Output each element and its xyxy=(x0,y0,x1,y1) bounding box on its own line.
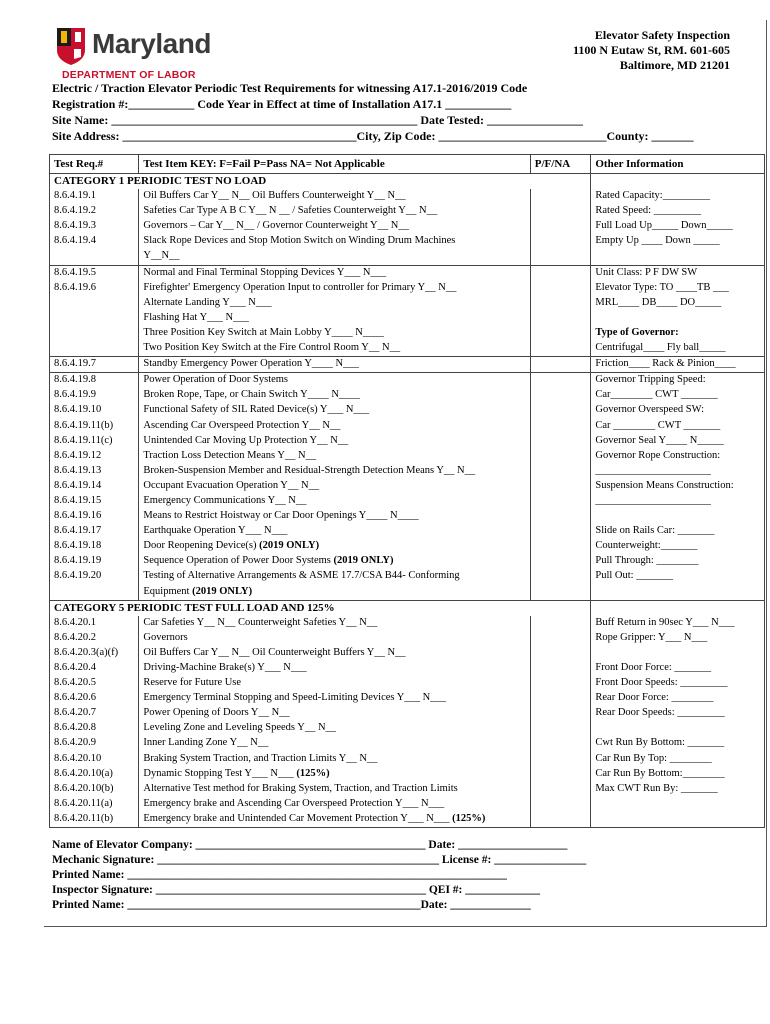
other-information[interactable]: MRL____ DB____ DO_____ xyxy=(591,296,765,311)
test-item[interactable]: Means to Restrict Hoistway or Car Door Openings Y____ N____ xyxy=(139,509,530,524)
table-row xyxy=(50,691,765,706)
other-information[interactable]: Counterweight:_______ xyxy=(591,539,765,554)
test-req-number xyxy=(50,311,139,326)
test-req-number: 8.6.4.19.13 xyxy=(50,464,139,479)
other-information[interactable]: Rated Speed: _________ xyxy=(591,204,765,219)
other-information[interactable]: Pull Out: _______ xyxy=(591,569,765,584)
test-req-number: 8.6.4.20.5 xyxy=(50,676,139,691)
pfna-cell[interactable] xyxy=(530,812,591,828)
other-information[interactable]: Centrifugal____ Fly ball_____ xyxy=(591,341,765,357)
test-req-number: 8.6.4.19.8 xyxy=(50,373,139,389)
table-row xyxy=(50,721,765,736)
other-information[interactable]: Front Door Force: _______ xyxy=(591,661,765,676)
test-item[interactable]: Safeties Car Type A B C Y__ N __ / Safeties Counterweight Y__ N__ xyxy=(139,204,530,219)
pfna-cell[interactable] xyxy=(530,249,591,265)
pfna-cell[interactable] xyxy=(530,494,591,509)
test-item[interactable]: Emergency brake and Unintended Car Movement Protection Y___ N___ (125%) xyxy=(139,812,530,828)
emphasis-text: (2019 ONLY) xyxy=(333,555,394,567)
category-5-row xyxy=(50,600,765,616)
test-item[interactable]: Earthquake Operation Y___ N___ xyxy=(139,524,530,539)
test-req-number: 8.6.4.20.1 xyxy=(50,616,139,631)
test-item[interactable]: Three Position Key Switch at Main Lobby Y____ N____ xyxy=(139,326,530,341)
test-req-number xyxy=(50,341,139,357)
other-information xyxy=(591,797,765,812)
test-item[interactable]: Traction Loss Detection Means Y__ N__ xyxy=(139,449,530,464)
form-page xyxy=(44,20,767,927)
pfna-cell[interactable] xyxy=(530,706,591,721)
other-information xyxy=(591,721,765,736)
pfna-cell[interactable] xyxy=(530,296,591,311)
col-header-item: Test Item KEY: F=Fail P=Pass NA= Not Applicable xyxy=(139,155,530,174)
test-item[interactable]: Broken-Suspension Member and Residual-Strength Detection Means Y__ N__ xyxy=(139,464,530,479)
pfna-cell[interactable] xyxy=(530,403,591,418)
table-row xyxy=(50,616,765,631)
table-row xyxy=(50,797,765,812)
other-information xyxy=(591,311,765,326)
col-header-req: Test Req.# xyxy=(50,155,139,174)
table-row xyxy=(50,373,765,389)
pfna-cell[interactable] xyxy=(530,479,591,494)
test-req-number: 8.6.4.20.10 xyxy=(50,752,139,767)
other-information[interactable]: Rear Door Force: ________ xyxy=(591,691,765,706)
pfna-cell[interactable] xyxy=(530,616,591,631)
other-information[interactable]: Empty Up ____ Down _____ xyxy=(591,234,765,249)
form-title: Electric / Traction Elevator Periodic Test Requirements for witnessing A17.1-2016/2019 Code xyxy=(52,81,528,95)
other-information xyxy=(591,646,765,661)
pfna-cell[interactable] xyxy=(530,234,591,249)
table-row xyxy=(50,265,765,281)
test-item[interactable]: Dynamic Stopping Test Y___ N___ (125%) xyxy=(139,767,530,782)
category-heading: CATEGORY 1 PERIODIC TEST NO LOAD xyxy=(50,174,531,190)
emphasis-text: (2019 ONLY) xyxy=(192,585,253,597)
test-req-number: 8.6.4.19.12 xyxy=(50,449,139,464)
category-1-row xyxy=(50,174,765,190)
test-req-number: 8.6.4.20.10(a) xyxy=(50,767,139,782)
table-row xyxy=(50,524,765,539)
test-item[interactable]: Inner Landing Zone Y__ N__ xyxy=(139,736,530,751)
table-row xyxy=(50,554,765,569)
pfna-cell[interactable] xyxy=(530,174,591,190)
test-item[interactable]: Car Safeties Y__ N__ Counterweight Safeties Y__ N__ xyxy=(139,616,530,631)
pfna-cell[interactable] xyxy=(530,311,591,326)
test-item[interactable]: Alternate Landing Y___ N___ xyxy=(139,296,530,311)
test-req-number: 8.6.4.19.19 xyxy=(50,554,139,569)
other-information[interactable]: Governor Overspeed SW: xyxy=(591,403,765,418)
other-information[interactable]: ______________________ xyxy=(591,494,765,509)
test-item[interactable]: Normal and Final Terminal Stopping Devices Y___ N___ xyxy=(139,265,530,281)
emphasis-text: (2019 ONLY) xyxy=(259,540,320,552)
test-requirements-table xyxy=(49,154,765,828)
other-information[interactable]: Full Load Up_____ Down_____ xyxy=(591,219,765,234)
test-item[interactable]: Two Position Key Switch at the Fire Control Room Y__ N__ xyxy=(139,341,530,357)
test-item[interactable]: Governors xyxy=(139,631,530,646)
test-req-number: 8.6.4.20.11(a) xyxy=(50,797,139,812)
pfna-cell[interactable] xyxy=(530,509,591,524)
table-row xyxy=(50,464,765,479)
pfna-cell[interactable] xyxy=(530,569,591,584)
other-information[interactable]: Buff Return in 90sec Y___ N___ xyxy=(591,616,765,631)
other-information[interactable]: Car Run By Top: ________ xyxy=(591,752,765,767)
other-information[interactable]: Friction____ Rack & Pinion____ xyxy=(591,357,765,373)
pfna-cell[interactable] xyxy=(530,600,591,616)
table-row xyxy=(50,569,765,584)
logo-department: DEPARTMENT OF LABOR xyxy=(62,69,196,81)
pfna-cell[interactable] xyxy=(530,767,591,782)
pfna-cell[interactable] xyxy=(530,341,591,357)
pfna-cell[interactable] xyxy=(530,449,591,464)
site-name-field[interactable]: Site Name: ___________________________________________________ Date Tested: ________________ xyxy=(52,113,583,127)
test-item[interactable]: Governors – Car Y__ N__ / Governor Counterweight Y__ N__ xyxy=(139,219,530,234)
pfna-cell[interactable] xyxy=(530,539,591,554)
pfna-cell[interactable] xyxy=(530,281,591,296)
test-item[interactable]: Braking System Traction, and Traction Limits Y__ N__ xyxy=(139,752,530,767)
other-information xyxy=(591,249,765,265)
other-information[interactable]: ______________________ xyxy=(591,464,765,479)
test-item[interactable]: Occupant Evacuation Operation Y__ N__ xyxy=(139,479,530,494)
test-item[interactable]: Equipment (2019 ONLY) xyxy=(139,585,530,601)
pfna-cell[interactable] xyxy=(530,554,591,569)
table-row xyxy=(50,812,765,828)
pfna-cell[interactable] xyxy=(530,219,591,234)
test-req-number: 8.6.4.20.2 xyxy=(50,631,139,646)
table-row xyxy=(50,204,765,219)
table-row xyxy=(50,631,765,646)
emphasis-text: (125%) xyxy=(296,767,330,779)
table-row xyxy=(50,249,765,265)
test-req-number xyxy=(50,249,139,265)
pfna-cell[interactable] xyxy=(530,434,591,449)
maryland-flag-icon xyxy=(54,26,88,66)
table-row xyxy=(50,509,765,524)
table-row xyxy=(50,326,765,341)
pfna-cell[interactable] xyxy=(530,388,591,403)
other-information[interactable]: Car Run By Bottom:________ xyxy=(591,767,765,782)
other-information[interactable]: Pull Through: ________ xyxy=(591,554,765,569)
test-req-number: 8.6.4.20.3(a)(f) xyxy=(50,646,139,661)
test-req-number: 8.6.4.19.7 xyxy=(50,357,139,373)
table-row xyxy=(50,341,765,357)
test-item[interactable]: Door Reopening Device(s) (2019 ONLY) xyxy=(139,539,530,554)
col-header-pfna: P/F/NA xyxy=(530,155,591,174)
test-req-number xyxy=(50,326,139,341)
col-header-other: Other Information xyxy=(591,155,765,174)
table-row xyxy=(50,296,765,311)
office-address xyxy=(573,28,730,73)
other-information[interactable]: Rated Capacity:_________ xyxy=(591,189,765,204)
address-line-2: 1100 N Eutaw St, RM. 601-605 xyxy=(572,43,730,57)
pfna-cell[interactable] xyxy=(530,782,591,797)
test-item[interactable]: Emergency brake and Ascending Car Overspeed Protection Y___ N___ xyxy=(139,797,530,812)
test-item[interactable]: Functional Safety of SIL Rated Device(s) Y___ N___ xyxy=(139,403,530,418)
other-information xyxy=(591,812,765,828)
pfna-cell[interactable] xyxy=(530,265,591,281)
test-req-number: 8.6.4.19.11(c) xyxy=(50,434,139,449)
test-req-number: 8.6.4.19.3 xyxy=(50,219,139,234)
other-cell xyxy=(591,600,765,616)
test-item[interactable]: Driving-Machine Brake(s) Y___ N___ xyxy=(139,661,530,676)
category-heading: CATEGORY 5 PERIODIC TEST FULL LOAD AND 125% xyxy=(50,600,531,616)
pfna-cell[interactable] xyxy=(530,326,591,341)
test-item[interactable]: Oil Buffers Car Y__ N__ Oil Buffers Counterweight Y__ N__ xyxy=(139,189,530,204)
test-item[interactable]: Reserve for Future Use xyxy=(139,676,530,691)
test-req-number: 8.6.4.20.6 xyxy=(50,691,139,706)
other-information[interactable]: Unit Class: P F DW SW xyxy=(591,265,765,281)
logo-wordmark: Maryland xyxy=(92,28,211,59)
test-item[interactable]: Sequence Operation of Power Door Systems (2019 ONLY) xyxy=(139,554,530,569)
pfna-cell[interactable] xyxy=(530,373,591,389)
other-information[interactable]: Governor Tripping Speed: xyxy=(591,373,765,389)
test-req-number: 8.6.4.19.18 xyxy=(50,539,139,554)
other-information[interactable]: Elevator Type: TO ____TB ___ xyxy=(591,281,765,296)
test-req-number: 8.6.4.19.10 xyxy=(50,403,139,418)
pfna-cell[interactable] xyxy=(530,661,591,676)
test-req-number: 8.6.4.19.4 xyxy=(50,234,139,249)
other-information[interactable]: Car ________ CWT _______ xyxy=(591,419,765,434)
pfna-cell[interactable] xyxy=(530,419,591,434)
other-information[interactable]: Front Door Speeds: _________ xyxy=(591,676,765,691)
test-req-number: 8.6.4.20.7 xyxy=(50,706,139,721)
table-row xyxy=(50,585,765,601)
test-req-number: 8.6.4.19.5 xyxy=(50,265,139,281)
pfna-cell[interactable] xyxy=(530,736,591,751)
table-row xyxy=(50,311,765,326)
test-item[interactable]: Ascending Car Overspeed Protection Y__ N__ xyxy=(139,419,530,434)
test-item[interactable]: Emergency Communications Y__ N__ xyxy=(139,494,530,509)
table-row xyxy=(50,736,765,751)
other-information[interactable]: Type of Governor: xyxy=(591,326,765,341)
pfna-cell[interactable] xyxy=(530,524,591,539)
test-item[interactable]: Firefighter' Emergency Operation Input to controller for Primary Y__ N__ xyxy=(139,281,530,296)
pfna-cell[interactable] xyxy=(530,189,591,204)
table-row xyxy=(50,767,765,782)
other-information[interactable]: Rope Gripper: Y___ N___ xyxy=(591,631,765,646)
table-row xyxy=(50,357,765,373)
pfna-cell[interactable] xyxy=(530,752,591,767)
test-req-number: 8.6.4.20.4 xyxy=(50,661,139,676)
test-req-number: 8.6.4.19.6 xyxy=(50,281,139,296)
table-row xyxy=(50,281,765,296)
table-row xyxy=(50,661,765,676)
other-information[interactable]: Governor Rope Construction: xyxy=(591,449,765,464)
test-item[interactable]: Oil Buffers Car Y__ N__ Oil Counterweight Buffers Y__ N__ xyxy=(139,646,530,661)
pfna-cell[interactable] xyxy=(530,646,591,661)
pfna-cell[interactable] xyxy=(530,631,591,646)
test-item[interactable]: Leveling Zone and Leveling Speeds Y__ N__ xyxy=(139,721,530,736)
pfna-cell[interactable] xyxy=(530,797,591,812)
emphasis-text: (125%) xyxy=(452,812,486,824)
table-row xyxy=(50,189,765,204)
test-item[interactable]: Slack Rope Devices and Stop Motion Switch on Winding Drum Machines xyxy=(139,234,530,249)
other-information[interactable]: Slide on Rails Car: _______ xyxy=(591,524,765,539)
table-row xyxy=(50,539,765,554)
test-req-number: 8.6.4.19.1 xyxy=(50,189,139,204)
pfna-cell[interactable] xyxy=(530,464,591,479)
other-information[interactable]: Car________ CWT _______ xyxy=(591,388,765,403)
other-information[interactable]: Rear Door Speeds: _________ xyxy=(591,706,765,721)
table-row xyxy=(50,434,765,449)
test-req-number: 8.6.4.19.16 xyxy=(50,509,139,524)
test-req-number: 8.6.4.20.8 xyxy=(50,721,139,736)
pfna-cell[interactable] xyxy=(530,204,591,219)
test-req-number xyxy=(50,585,139,601)
other-information[interactable]: Suspension Means Construction: xyxy=(591,479,765,494)
test-item[interactable]: Standby Emergency Power Operation Y____ N___ xyxy=(139,357,530,373)
other-information[interactable]: Max CWT Run By: _______ xyxy=(591,782,765,797)
table-row xyxy=(50,479,765,494)
table-row xyxy=(50,234,765,249)
table-row xyxy=(50,388,765,403)
test-req-number: 8.6.4.19.14 xyxy=(50,479,139,494)
inspector-signature-field[interactable]: Inspector Signature: _______________________________________________ QEI #: _____________ xyxy=(52,884,541,896)
form-header xyxy=(52,80,752,144)
test-req-number: 8.6.4.19.17 xyxy=(50,524,139,539)
test-req-number: 8.6.4.19.9 xyxy=(50,388,139,403)
test-item[interactable]: Power Operation of Door Systems xyxy=(139,373,530,389)
other-cell xyxy=(591,174,765,190)
table-row xyxy=(50,403,765,418)
test-item[interactable]: Unintended Car Moving Up Protection Y__ N__ xyxy=(139,434,530,449)
test-req-number: 8.6.4.19.20 xyxy=(50,569,139,584)
pfna-cell[interactable] xyxy=(530,357,591,373)
table-row xyxy=(50,219,765,234)
pfna-cell[interactable] xyxy=(530,585,591,601)
other-information xyxy=(591,509,765,524)
other-information xyxy=(591,585,765,601)
table-row xyxy=(50,706,765,721)
table-row xyxy=(50,419,765,434)
test-req-number: 8.6.4.20.10(b) xyxy=(50,782,139,797)
table-row xyxy=(50,782,765,797)
test-item[interactable]: Broken Rope, Tape, or Chain Switch Y____ N____ xyxy=(139,388,530,403)
test-item[interactable]: Flashing Hat Y___ N___ xyxy=(139,311,530,326)
pfna-cell[interactable] xyxy=(530,691,591,706)
address-line-3: Baltimore, MD 21201 xyxy=(619,58,730,72)
signature-block xyxy=(52,838,586,913)
table-row xyxy=(50,494,765,509)
test-item[interactable]: Alternative Test method for Braking System, Traction, and Traction Limits xyxy=(139,782,530,797)
other-information[interactable]: Governor Seal Y____ N_____ xyxy=(591,434,765,449)
address-line-1: Elevator Safety Inspection xyxy=(594,28,730,42)
test-req-number: 8.6.4.19.2 xyxy=(50,204,139,219)
test-req-number: 8.6.4.20.11(b) xyxy=(50,812,139,828)
other-information[interactable]: Cwt Run By Bottom: _______ xyxy=(591,736,765,751)
table-body xyxy=(50,174,765,828)
company-field[interactable]: Name of Elevator Company: ________________________________________ Date: ___________________ xyxy=(52,839,568,851)
test-req-number: 8.6.4.20.9 xyxy=(50,736,139,751)
site-address-field[interactable]: Site Address: _______________________________________City, Zip Code: ____________________________County: _______ xyxy=(52,129,694,143)
pfna-cell[interactable] xyxy=(530,721,591,736)
test-item[interactable]: Power Opening of Doors Y__ N__ xyxy=(139,706,530,721)
table-row xyxy=(50,646,765,661)
test-item[interactable]: Emergency Terminal Stopping and Speed-Limiting Devices Y___ N___ xyxy=(139,691,530,706)
pfna-cell[interactable] xyxy=(530,676,591,691)
registration-field[interactable]: Registration #:___________ Code Year in Effect at time of Installation A17.1 ___________ xyxy=(52,97,512,111)
table-row xyxy=(50,752,765,767)
test-req-number: 8.6.4.19.15 xyxy=(50,494,139,509)
test-item[interactable]: Testing of Alternative Arrangements & ASME 17.7/CSA B44- Conforming xyxy=(139,569,530,584)
test-req-number: 8.6.4.19.11(b) xyxy=(50,419,139,434)
mechanic-signature-field[interactable]: Mechanic Signature: _________________________________________________ License #: ________________ xyxy=(52,854,587,866)
table-row xyxy=(50,676,765,691)
inspector-printed-name-field[interactable]: Printed Name: ___________________________________________________Date: ______________ xyxy=(52,899,531,911)
table-row xyxy=(50,449,765,464)
mechanic-printed-name-field[interactable]: Printed Name: __________________________________________________________________ xyxy=(52,869,507,881)
test-req-number xyxy=(50,296,139,311)
test-item[interactable]: Y__N__ xyxy=(139,249,530,265)
maryland-logo xyxy=(54,26,224,88)
